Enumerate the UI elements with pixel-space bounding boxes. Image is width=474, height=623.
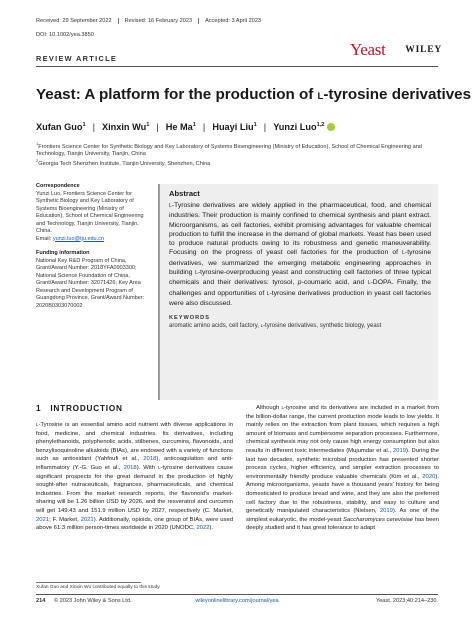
author-separator: | — [156, 122, 159, 132]
email-label: Email: — [36, 235, 52, 242]
section-number: 1 — [36, 404, 42, 413]
received-date: Received: 29 September 2022 — [36, 18, 119, 24]
citation-link[interactable]: 2019 — [392, 447, 406, 454]
author-affil-mark: 1 — [82, 121, 86, 128]
citation-link[interactable]: 2020 — [422, 473, 436, 480]
abstract-text: L-Tyrosine derivatives are widely applied in the pharmaceutical, food, and chemical industries. Their production is mainly confined to chemical synthesis and plant extract. Microorganisms, as cell factories, exhibit promising advantages for valuable chemical production to fulfill the increase in the demand of global markets. Yeast has been used to produce natural products owing to its robustness and genetic maneuverability. Focusing on the progress of yeast cell factories for the production of L-tyrosine derivatives, we summarized the emerging metabolic engineering approaches in building L-tyrosine-overproducing yeast and constructing cell factories of three typical chemicals and their derivatives: tyrosol, p-coumaric acid, and L-DOPA. Finally, the challenges and opportunities of L-tyrosine derivatives production in yeast cell factories were also discussed. — [169, 202, 431, 307]
article-type: REVIEW ARTICLE — [36, 54, 118, 63]
keywords-text: aromatic amino acids, cell factory, L-tyrosine derivatives, synthetic biology, yeast — [169, 323, 382, 330]
author[interactable] — [36, 122, 86, 132]
author-name: Yunzi Luo — [273, 122, 317, 133]
intro-left-column: L-Tyrosine is an essential amino acid nutrient with diverse applications in food, medicine, and chemical industries. Its derivatives, including phenylethanoids, polyphenolic acids, stilbenes, curcumins, flavonoids, and benzylisoquinoline alkaloids (BIAs), are endowed with a variety of functions such as antioxidant (Yahfoufi et al., 2018), anticoagulation and anti-inflammatory (Y.-G. Guo et al., 2018). With L-tyrosine derivatives cause significant prospects for the great demand in the production of highly sought-after nutraceuticals, fragrances, pharmaceuticals, and chemical industries. From the market research reports, the flavonoid's market-sharing will be 1.26 billion USD by 2026, and the resveratrol and curcumin will get 149.43 and 151.9 million USD by 2027, respectively (C. Market, 2021; F. Market, 2021). Additionally, opioids, one group of BIAs, were used above 61.3 million person-times worldwide in 2020 (UNODC, 2022). — [36, 422, 233, 532]
author-name: Huayi Liu — [212, 122, 254, 133]
funding-text: National Key R&D Program of China, Grant/Award Number: 2018YFA0903300; National Science Foundation of China, Grant/Award Number: 32071426; Key Area Research and Development Program of Guangdong Province, Grant/Award Number: 2020B0303070002 — [36, 257, 145, 309]
yeast-logo-text: Yeast — [350, 40, 386, 59]
correspondence-heading: Correspondence — [36, 183, 80, 189]
doi[interactable]: DOI: 10.1002/yea.3850 — [36, 32, 94, 38]
author-name: Xufan Guo — [36, 122, 83, 133]
affiliation-text: Georgia Tech Shenzhen Institute, Tianjin University, Shenzhen, China — [38, 160, 211, 167]
revised-date: Revised: 16 February 2023 — [125, 18, 199, 24]
header-rule — [36, 66, 438, 67]
author[interactable] — [273, 122, 335, 132]
affiliation — [36, 157, 438, 168]
section-title: INTRODUCTION — [50, 404, 123, 413]
title-part: Yeast: A platform for the production of — [36, 86, 318, 103]
affiliation-mark: 1 — [36, 141, 39, 146]
journal-logo — [350, 39, 442, 61]
page-footer — [36, 598, 438, 606]
author[interactable] — [166, 122, 196, 132]
page-number: 214 — [36, 598, 46, 604]
author-name: Xinxin Wu — [101, 122, 147, 133]
title-part: -tyrosine derivatives — [323, 86, 472, 103]
abstract-box — [158, 184, 438, 400]
author-list — [36, 121, 438, 133]
affiliation-mark: 2 — [36, 158, 39, 163]
abstract-heading: Abstract — [169, 189, 200, 198]
keywords-heading: KEYWORDS — [169, 315, 210, 322]
citation-link[interactable]: 2022 — [196, 525, 210, 532]
email-link[interactable]: yunzi.luo@tju.edu.cn — [52, 235, 104, 242]
citation-link[interactable]: 2021 — [36, 516, 50, 523]
footnote-rule — [36, 582, 141, 583]
article-dates — [36, 14, 274, 27]
author[interactable] — [212, 122, 256, 132]
title-small-caps: L — [317, 91, 324, 102]
journal-citation: Yeast. 2023;40:214–230. — [375, 598, 438, 604]
author-affil-mark: 1 — [192, 121, 196, 128]
author-affil-mark: 1,2 — [316, 121, 325, 128]
author-separator: | — [202, 122, 206, 132]
accepted-date: Accepted: 3 April 2023 — [205, 17, 262, 24]
funding-heading: Funding information — [36, 250, 90, 256]
citation-link[interactable]: 2021 — [80, 516, 94, 523]
author-affil-mark: 1 — [253, 121, 257, 128]
citation-link[interactable]: 2018 — [143, 456, 157, 463]
copyright: © 2023 John Wiley & Sons Ltd. — [54, 598, 132, 604]
orcid-icon[interactable] — [327, 123, 335, 131]
footer-rule — [36, 594, 438, 595]
author-separator: | — [263, 122, 267, 132]
intro-right-column: Although L-tyrosine and its derivatives are included in a market from the billion-dollar range, the current production mode leads to low yields. It mainly relies on the extraction from plant tissues, which requires a high amount of biomass and cumbersome separation processes. Furthermore, chemical synthesis may not only cause high energy consumption but also results in different toxic intermediates (Mujumdar et al., 2019). During the last two decades, synthetic microbial production has presented shorter process cycles, higher efficiency, and simpler extraction processes to environmentally friendly produce valuable chemicals (Kim et al., 2020). Among microorganisms, yeasts have a thousand years' history for being domesticated to produce bread and wine, and they are also the preferred cell factory due to the robustness, stability, and easy to culture and genetically manipulated characteristics (Nielsen, 2019). As one of the simplest eukaryotic, the model-yeast Saccharomyces cerevisiae has been deeply studied and it has great tolerance to adapt — [246, 405, 439, 532]
author-separator: | — [92, 122, 95, 132]
author[interactable] — [102, 122, 149, 132]
author-affil-mark: 1 — [146, 121, 150, 128]
author-name: He Ma — [165, 122, 193, 133]
article-title — [36, 86, 472, 103]
correspondence-text: Yunzi Luo, Frontiers Science Center for Synthetic Biology and Key Laboratory of Systems Bioengineering (Ministry of Education), School of Chemical Engineering and Technology, Tianjin University, Tianjin, China. — [36, 190, 144, 234]
section-heading — [36, 404, 123, 413]
citation-link[interactable]: 2019 — [379, 508, 393, 515]
citation-link[interactable]: 2018 — [123, 464, 137, 471]
wiley-logo-text: WILEY — [405, 45, 442, 55]
journal-url[interactable]: wileyonlinelibrary.com/journal/yea — [195, 598, 279, 604]
footnote: Xufan Guo and Xinxin Wu contributed equally to this study. — [36, 585, 161, 590]
correspondence-sidebar — [36, 183, 150, 310]
correspondence-email-line — [36, 236, 150, 244]
affiliation-text: Frontiers Science Center for Synthetic Biology and Key Laboratory of Systems Bioengineering (Ministry of Education), School of Chemical Engineering and Technology, Tianjin University, Tianjin, China — [36, 143, 422, 158]
